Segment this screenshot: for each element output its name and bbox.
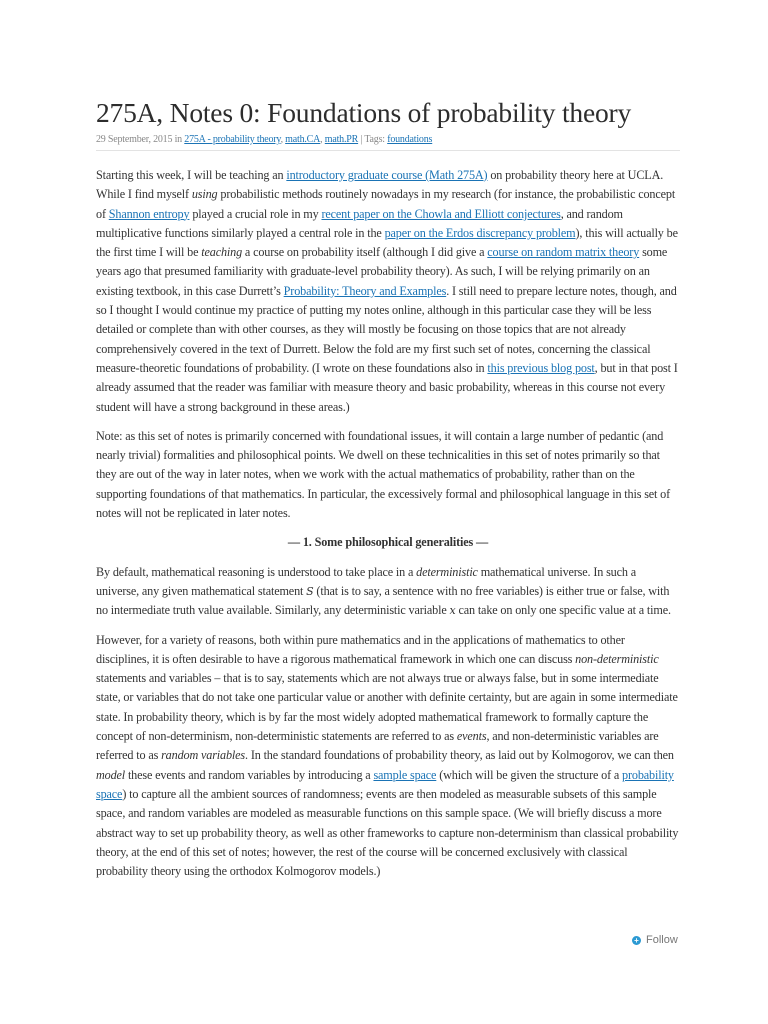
- post-meta: 29 September, 2015 in 275A - probability theory, math.CA, math.PR | Tags: foundations: [96, 134, 680, 151]
- intro-paragraph: Starting this week, I will be teaching an introductory graduate course (Math 275A) on probability theory here at UCLA. While I find myself using probabilistic methods routinely nowadays in my research (for instance, the probabilistic concept of Shannon entropy played a crucial role in my recent paper on the Chowla and Elliott conjectures, and random multiplicative functions similarly played a central role in the paper on the Erdos discrepancy problem), this will actually be the first time I will be teaching a course on probability itself (although I did give a course on random matrix theory some years ago that presumed familiarity with graduate-level probability theory). As such, I will be relying primarily on an existing textbook, in this case Durrett’s Probability: Theory and Examples. I still need to prepare lecture notes, though, and so I thought I would continue my practice of putting my notes online, although in this particular case they will be less detailed or complete than with other courses, as they will mostly be focusing on those topics that are not already comprehensively covered in the text of Durrett. Below the fold are my first such set of notes, concerning the classical measure-theoretic foundations of probability. (I wrote on these foundations also in this previous blog post, but in that post I already assumed that the reader was familiar with measure theory and basic probability, whereas in this course not every student will have a strong background in these areas.): [96, 168, 678, 414]
- follow-button[interactable]: [632, 934, 678, 946]
- math-x: x: [449, 604, 456, 618]
- nondeterministic-paragraph: However, for a variety of reasons, both within pure mathematics and in the applications of mathematics to other disciplines, it is often desirable to have a rigorous mathematical framework in which one can discuss non-deterministic statements and variables – that is to say, statements which are not always true or always false, but in some intermediate state, or variables that do not take one particular value or another with definite certainty, but are again in some intermediate state. In probability theory, which is by far the most widely adopted mathematical framework to formally capture the concept of non-determinism, non-deterministic statements are referred to as events, and non-deterministic variables are referred to as random variables. In the standard foundations of probability theory, as laid out by Kolmogorov, we can then model these events and random variables by introducing a sample space (which will be given the structure of a probability space) to capture all the ambient sources of randomness; events are then modeled as measurable subsets of this sample space, and random variables are modeled as measurable functions on this sample space. (We will briefly discuss a more abstract way to set up probability theory, as well as other frameworks to capture non-determinism than classical probability theory, at the end of this set of notes; however, the rest of the course will be concerned exclusively with classical probability theory using the orthodox Kolmogorov models.): [96, 632, 679, 879]
- category-link-275a[interactable]: 275A - probability theory: [184, 134, 281, 145]
- meta-in-label: in: [174, 134, 182, 145]
- section-heading: — 1. Some philosophical generalities —: [287, 535, 489, 550]
- post-title: 275A, Notes 0: Foundations of probability theory: [96, 97, 632, 128]
- shannon-entropy-link[interactable]: Shannon entropy: [108, 206, 190, 221]
- note-paragraph: Note: as this set of notes is primarily concerned with foundational issues, it will contain a large number of pedantic (and nearly trivial) formalities and philosophical points. We dwell on these technicalities in this set of notes primarily so that they are out of the way in later notes, when we work with the actual mathematics of probability, rather than on the supporting foundations of that mathematics. In particular, the excessively formal and philosophical language in this set of notes will not be replicated in later notes.: [96, 428, 671, 521]
- meta-tags-label: | Tags:: [360, 134, 385, 145]
- chowla-paper-link[interactable]: recent paper on the Chowla and Elliott conjectures: [321, 206, 561, 221]
- category-link-math-pr[interactable]: math.PR: [324, 134, 359, 145]
- tag-link-foundations[interactable]: foundations: [387, 134, 433, 145]
- math-s: S: [306, 584, 314, 598]
- post-article: [96, 0, 680, 881]
- post-date: 29 September, 2015: [96, 134, 173, 145]
- follow-label: Follow: [646, 934, 678, 946]
- probability-space-link[interactable]: probability space: [96, 767, 674, 801]
- random-matrix-course-link[interactable]: course on random matrix theory: [487, 245, 640, 260]
- deterministic-paragraph: By default, mathematical reasoning is understood to take place in a deterministic mathematical universe. In such a universe, any given mathematical statement S (that is to say, a sentence with no free variables) is either true or false, with no intermediate truth value available. Similarly, any deterministic variable x can take on only one specific value at a time.: [96, 564, 671, 618]
- course-link[interactable]: introductory graduate course (Math 275A): [286, 168, 488, 182]
- erdos-paper-link[interactable]: paper on the Erdos discrepancy problem: [384, 225, 576, 240]
- category-link-math-ca[interactable]: math.CA: [285, 134, 321, 145]
- previous-blog-post-link[interactable]: this previous blog post: [487, 360, 595, 375]
- sample-space-link[interactable]: sample space: [373, 767, 437, 782]
- plus-circle-icon: +: [632, 936, 641, 945]
- durrett-book-link[interactable]: Probability: Theory and Examples: [283, 283, 447, 298]
